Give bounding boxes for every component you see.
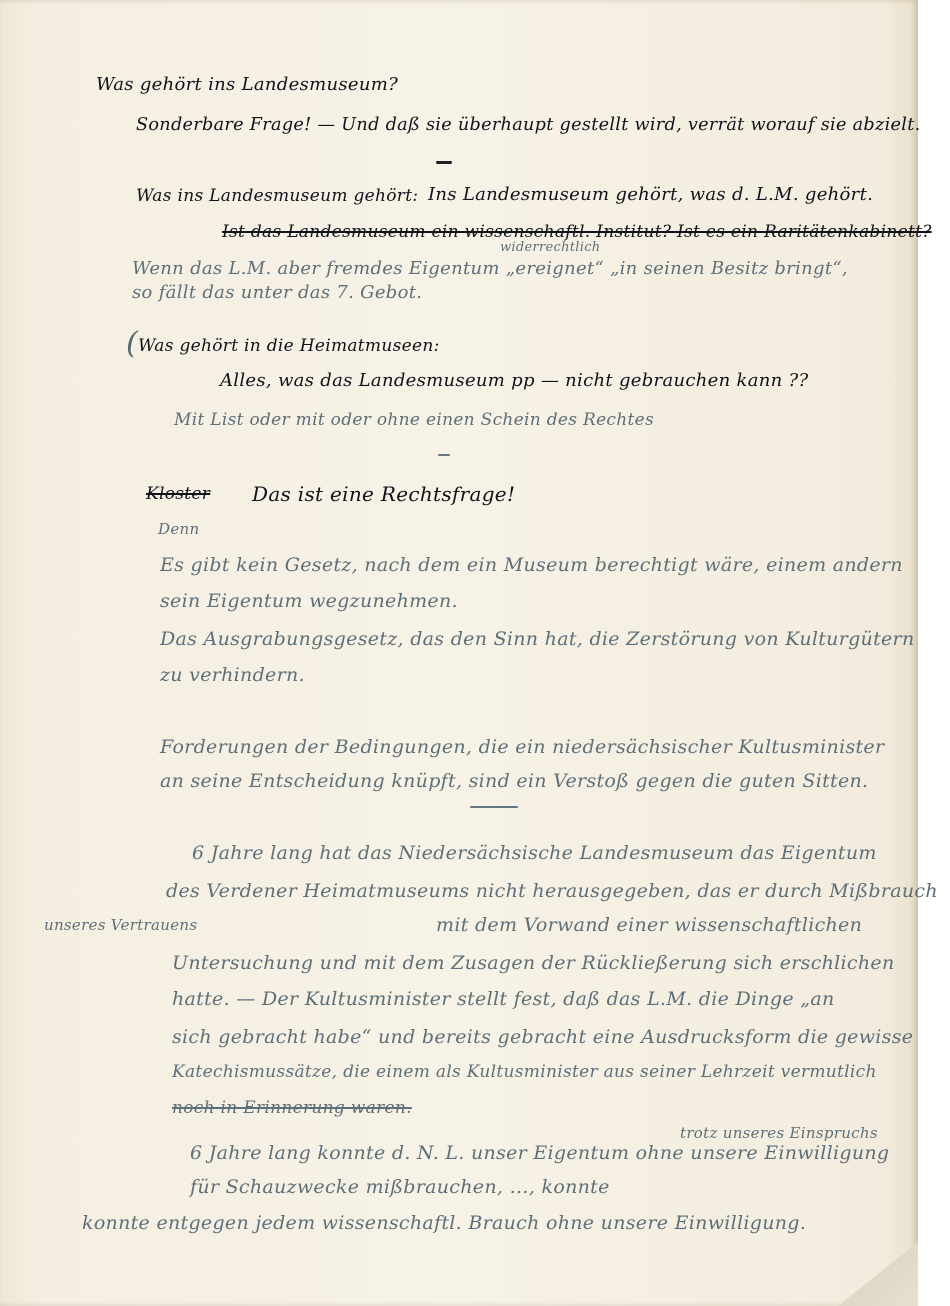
struck-line: noch in Erinnerung waren. xyxy=(172,1098,412,1118)
text-line: Das ist eine Rechtsfrage! xyxy=(252,482,516,506)
text-line: Alles, was das Landesmuseum pp — nicht gebrauchen kann ?? xyxy=(220,370,809,391)
margin-word: Denn xyxy=(158,520,200,538)
separator-dash xyxy=(436,161,452,164)
separator-dash xyxy=(438,454,450,456)
text-line: Es gibt kein Gesetz, nach dem ein Museum berechtigt wäre, einem andern xyxy=(160,554,903,576)
text-line: Das Ausgrabungsgesetz, das den Sinn hat, die Zerstörung von Kulturgütern xyxy=(160,628,915,650)
question-heimatmuseen: Was gehört in die Heimatmuseen: xyxy=(138,336,440,356)
question-heading: Was ins Landesmuseum gehört: xyxy=(136,186,419,206)
text-line: sich gebracht habe“ und bereits gebracht eine Ausdrucksform die gewisse xyxy=(172,1026,914,1048)
text-line: Wenn das L.M. aber fremdes Eigentum „ereignet“ „in seinen Besitz bringt“, xyxy=(132,258,848,279)
text-line: zu verhindern. xyxy=(160,664,305,686)
text-line: Ins Landesmuseum gehört, was d. L.M. gehört. xyxy=(428,184,874,205)
text-line: konnte entgegen jedem wissenschaftl. Brauch ohne unsere Einwilligung. xyxy=(82,1212,807,1234)
bracket-mark: ( xyxy=(126,326,138,361)
text-line: Katechismussätze, die einem als Kultusminister aus seiner Lehrzeit vermutlich xyxy=(172,1062,877,1082)
text-line: an seine Entscheidung knüpft, sind ein Verstoß gegen die guten Sitten. xyxy=(160,770,869,792)
question-landesmuseum: Was gehört ins Landesmuseum? xyxy=(96,74,399,95)
struck-word: Kloster xyxy=(146,484,211,504)
text-line: 6 Jahre lang konnte d. N. L. unser Eigentum ohne unsere Einwilligung xyxy=(190,1142,890,1164)
text-line: so fällt das unter das 7. Gebot. xyxy=(132,282,423,303)
interlinear-note: trotz unseres Einspruchs xyxy=(680,1124,878,1142)
text-line: Untersuchung und mit dem Zusagen der Rückließerung sich erschlichen xyxy=(172,952,895,974)
separator-dash xyxy=(470,806,518,808)
text-line: Sonderbare Frage! — Und daß sie überhaupt gestellt wird, verrät worauf sie abzielt. xyxy=(136,114,921,135)
margin-note: unseres Vertrauens xyxy=(44,916,198,934)
text-line: sein Eigentum wegzunehmen. xyxy=(160,590,458,612)
text-line: des Verdener Heimatmuseums nicht herausgegeben, das er durch Mißbrauch xyxy=(166,880,938,902)
text-line: Mit List oder mit oder ohne einen Schein des Rechtes xyxy=(174,410,655,430)
text-line: Forderungen der Bedingungen, die ein niedersächsischer Kultusminister xyxy=(160,736,885,758)
struck-line: Ist das Landesmuseum ein wissenschaftl. Institut? Ist es ein Raritätenkabinett? xyxy=(222,222,932,242)
text-line: für Schauzwecke mißbrauchen, …, konnte xyxy=(190,1176,610,1198)
interlinear-note: widerrechtlich xyxy=(500,240,601,255)
text-line: 6 Jahre lang hat das Niedersächsische Landesmuseum das Eigentum xyxy=(192,842,877,864)
text-line: hatte. — Der Kultusminister stellt fest, daß das L.M. die Dinge „an xyxy=(172,988,835,1010)
text-line: mit dem Vorwand einer wissenschaftlichen xyxy=(436,914,863,936)
